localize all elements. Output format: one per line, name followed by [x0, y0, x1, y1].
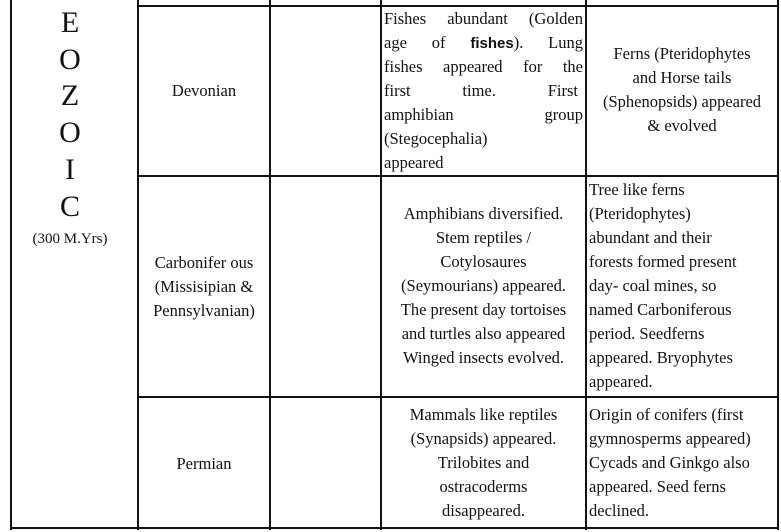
- animals-devonian-line: fishes appeared for the: [384, 57, 583, 76]
- animals-devonian-line: Fishes abundant (Golden: [384, 9, 583, 28]
- plants-carboniferous-line: abundant and their: [589, 228, 712, 247]
- plants-devonian-line: & evolved: [647, 116, 717, 135]
- plants-carboniferous-line: (Pteridophytes): [589, 204, 691, 223]
- animals-permian-line: disappeared.: [442, 501, 525, 520]
- animals-devonian-line: (Stegocephalia): [384, 129, 488, 148]
- era-letter: E: [60, 6, 80, 39]
- era-letter: C: [59, 190, 80, 223]
- row-divider-2: [137, 396, 779, 398]
- plants-carboniferous-line: Tree like ferns: [589, 180, 685, 199]
- plants-devonian-line: and Horse tails: [632, 68, 732, 87]
- animals-carboniferous-line: The present day tortoises: [400, 300, 567, 319]
- era-letter: O: [59, 43, 81, 76]
- animals-devonian-line: first time. First: [384, 81, 578, 100]
- era-letter: I: [65, 153, 75, 186]
- era-letter: O: [59, 116, 81, 149]
- animals-permian-line: Mammals like reptiles: [409, 405, 558, 424]
- plants-permian-line: declined.: [589, 501, 650, 520]
- plants-carboniferous-line: named Carboniferous: [589, 300, 732, 319]
- period-permian: Permian: [176, 454, 232, 473]
- period-carboniferous-line: (Missisipian &: [154, 277, 254, 296]
- animals-devonian-line: age of fishes). Lung: [384, 33, 583, 52]
- era-letter: Z: [60, 79, 80, 112]
- column-divider-period: [269, 0, 271, 530]
- plants-permian-line: gymnosperms appeared): [589, 429, 751, 448]
- animals-carboniferous-line: (Seymourians) appeared.: [401, 276, 566, 295]
- row-divider-1: [137, 175, 779, 177]
- era-duration: (300 M.Yrs): [32, 231, 108, 247]
- plants-permian-line: Origin of conifers (first: [589, 405, 744, 424]
- animals-carboniferous-line: Winged insects evolved.: [402, 348, 565, 367]
- animals-devonian-line: appeared: [384, 153, 444, 172]
- animals-carboniferous-line: and turtles also appeared: [401, 324, 566, 343]
- animals-permian-line: Trilobites and: [437, 453, 530, 472]
- animals-carboniferous-line: Cotylosaures: [440, 252, 527, 271]
- table-border-right: [777, 0, 779, 530]
- plants-permian-line: Cycads and Ginkgo also: [589, 453, 750, 472]
- plants-carboniferous-line: period. Seedferns: [589, 324, 705, 343]
- period-carboniferous-line: Pennsylvanian): [153, 301, 255, 320]
- animals-devonian-line: amphibian group: [384, 105, 583, 124]
- plants-carboniferous-line: appeared. Bryophytes: [589, 348, 733, 367]
- animals-permian-line: (Synapsids) appeared.: [410, 429, 557, 448]
- plants-carboniferous-line: day- coal mines, so: [589, 276, 717, 295]
- animals-carboniferous-line: Amphibians diversified.: [403, 204, 564, 223]
- animals-carboniferous-line: Stem reptiles /: [435, 228, 532, 247]
- period-devonian: Devonian: [171, 81, 237, 100]
- plants-devonian-line: (Sphenopsids) appeared: [602, 92, 762, 111]
- plants-devonian-line: Ferns (Pteridophytes: [613, 44, 751, 63]
- plants-carboniferous-line: appeared.: [589, 372, 653, 391]
- table-border-bottom: [10, 527, 779, 529]
- table-border-left: [10, 0, 12, 530]
- animals-permian-line: ostracoderms: [439, 477, 528, 496]
- period-carboniferous-line: Carbonifer ous: [154, 253, 254, 272]
- plants-carboniferous-line: forests formed present: [589, 252, 737, 271]
- plants-permian-line: appeared. Seed ferns: [589, 477, 726, 496]
